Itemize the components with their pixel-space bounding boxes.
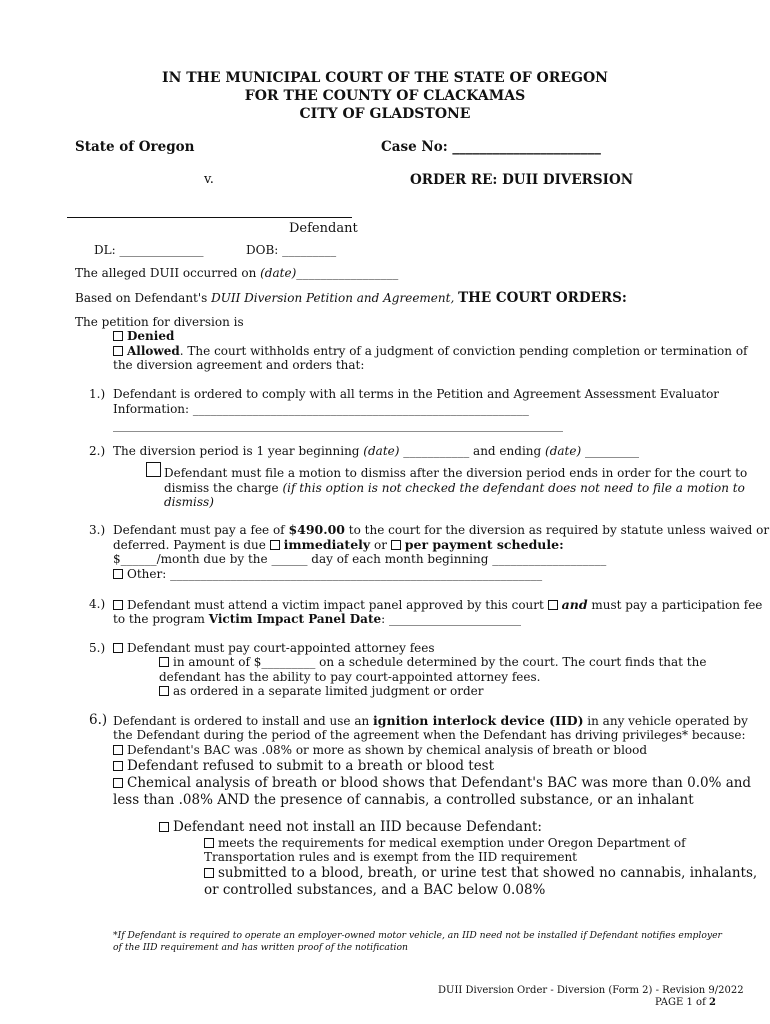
motion-to-dismiss-text-2: dismiss the charge (if this option is not checked the defendant does not need to file a motion to <box>164 481 745 495</box>
payment-due-line: deferred. Payment is due immediately or per payment schedule: <box>113 537 564 552</box>
attorney-fees-checkbox <box>113 643 123 653</box>
victim-panel-line: Defendant must attend a victim impact panel approved by this court and must pay a participation fee <box>113 597 762 612</box>
fee-amount-option[interactable]: in amount of $_________ on a schedule determined by the court. The court finds that the <box>159 655 706 669</box>
motion-to-dismiss-text: Defendant must file a motion to dismiss after the diversion period ends in order for the court to <box>164 466 748 480</box>
need-not-install-checkbox <box>159 822 169 832</box>
fee-line: Defendant must pay a fee of $490.00 to the court for the diversion as required by statute unless waived or <box>113 522 770 537</box>
diversion-period-line[interactable]: The diversion period is 1 year beginning (date) ___________ and ending (date) _________ <box>113 444 639 458</box>
evaluator-info-field[interactable]: Information: ________________________________________________________ <box>113 402 529 416</box>
allowed-checkbox <box>113 346 123 356</box>
separate-judgment-option[interactable]: as ordered in a separate limited judgment or order <box>159 684 484 698</box>
item-1-number: 1.) <box>89 387 106 401</box>
medical-exemption-option[interactable]: meets the requirements for medical exemption under Oregon Department of <box>204 836 686 850</box>
fee-amount-checkbox <box>159 657 169 667</box>
need-not-install-option[interactable]: Defendant need not install an IID because Defendant: <box>159 819 542 835</box>
court-orders-heading: THE COURT ORDERS: <box>458 290 627 306</box>
separate-judgment-checkbox <box>159 686 169 696</box>
versus: v. <box>204 172 214 187</box>
page-number: PAGE 1 of 2 <box>655 997 716 1008</box>
defendant-label: Defendant <box>289 221 358 236</box>
medical-exemption-checkbox <box>204 838 214 848</box>
plaintiff: State of Oregon <box>75 139 195 155</box>
clean-test-checkbox <box>204 868 214 878</box>
item-4-number: 4.) <box>89 597 106 611</box>
cannabis-checkbox <box>113 778 123 788</box>
evaluator-info-field-2[interactable]: ___________________________________________________________________________ <box>113 418 563 432</box>
court-title: IN THE MUNICIPAL COURT OF THE STATE OF OREGON <box>162 70 608 86</box>
defendant-name-line[interactable] <box>67 217 352 218</box>
item-3-number: 3.) <box>89 523 106 537</box>
based-on-line: Based on Defendant's DUII Diversion Petition and Agreement, THE COURT ORDERS: <box>75 290 627 306</box>
allowed-text-cont: the diversion agreement and orders that: <box>113 358 365 372</box>
dl-field[interactable]: DL: ______________ <box>94 243 204 257</box>
bac-08-option[interactable]: Defendant's BAC was .08% or more as shown by chemical analysis of breath or blood <box>113 743 647 757</box>
occurred-line[interactable]: The alleged DUII occurred on (date)_________________ <box>75 266 399 280</box>
clean-test-text: or controlled substances, and a BAC below 0.08% <box>204 882 546 898</box>
bac-08-checkbox <box>113 745 123 755</box>
order-title: ORDER RE: DUII DIVERSION <box>410 172 634 188</box>
county-title: FOR THE COUNTY OF CLACKAMAS <box>244 88 526 104</box>
denied-checkbox <box>113 331 123 341</box>
cannabis-option[interactable]: Chemical analysis of breath or blood shows that Defendant's BAC was more than 0.0% and <box>113 775 751 791</box>
allowed-option[interactable]: Allowed. The court withholds entry of a judgment of conviction pending completion or termination of <box>113 344 748 358</box>
ability-to-pay-text: defendant has the ability to pay court-appointed attorney fees. <box>159 670 541 684</box>
item-2-number: 2.) <box>89 444 106 458</box>
iid-line: Defendant is ordered to install and use an ignition interlock device (IID) in any vehicle operated by <box>113 713 748 728</box>
dob-field[interactable]: DOB: _________ <box>246 243 337 257</box>
item-5-number: 5.) <box>89 641 106 655</box>
fee-amount: $490.00 <box>288 522 345 537</box>
attorney-fees-option[interactable]: Defendant must pay court-appointed attorney fees <box>113 641 435 655</box>
clean-test-option[interactable]: submitted to a blood, breath, or urine test that showed no cannabis, inhalants, <box>204 865 757 881</box>
iid-term: ignition interlock device (IID) <box>373 713 584 728</box>
monthly-payment-field[interactable]: $______/month due by the ______ day of each month beginning ___________________ <box>113 552 607 566</box>
cannabis-option-cont: less than .08% AND the presence of cannabis, a controlled substance, or an inhalant <box>113 792 694 808</box>
item-6-number: 6.) <box>89 712 108 728</box>
footnote-line-2: of the IID requirement and has written proof of the notification <box>113 942 408 953</box>
denied-option[interactable]: Denied <box>113 329 174 343</box>
other-checkbox <box>113 569 123 579</box>
medical-exemption-text: Transportation rules and is exempt from the IID requirement <box>204 850 577 864</box>
form-revision: DUII Diversion Order - Diversion (Form 2) - Revision 9/2022 <box>438 985 744 996</box>
motion-to-dismiss-text-3: dismiss) <box>164 495 214 509</box>
case-number-field[interactable]: Case No: ______________________ <box>381 139 601 155</box>
other-payment-option[interactable]: Other: ______________________________________________________________ <box>113 567 542 581</box>
iid-line-2: the Defendant during the period of the agreement when the Defendant has driving privileges* because: <box>113 728 746 742</box>
participation-fee-checkbox[interactable] <box>548 600 558 610</box>
payment-schedule-checkbox[interactable] <box>391 540 401 550</box>
petition-label: The petition for diversion is <box>75 315 244 329</box>
refused-test-checkbox <box>113 761 123 771</box>
footnote-line-1: *If Defendant is required to operate an employer-owned motor vehicle, an IID need not be installed if Defendant notifies employer <box>113 930 722 941</box>
refused-test-option[interactable]: Defendant refused to submit to a breath or blood test <box>113 758 494 774</box>
victim-panel-checkbox[interactable] <box>113 600 123 610</box>
motion-to-dismiss-checkbox[interactable] <box>146 461 165 480</box>
victim-panel-date-field[interactable]: to the program Victim Impact Panel Date: ______________________ <box>113 612 521 626</box>
city-title: CITY OF GLADSTONE <box>299 106 471 122</box>
immediately-checkbox[interactable] <box>270 540 280 550</box>
item-1-text: Defendant is ordered to comply with all terms in the Petition and Agreement Assessment Evaluator <box>113 387 720 401</box>
